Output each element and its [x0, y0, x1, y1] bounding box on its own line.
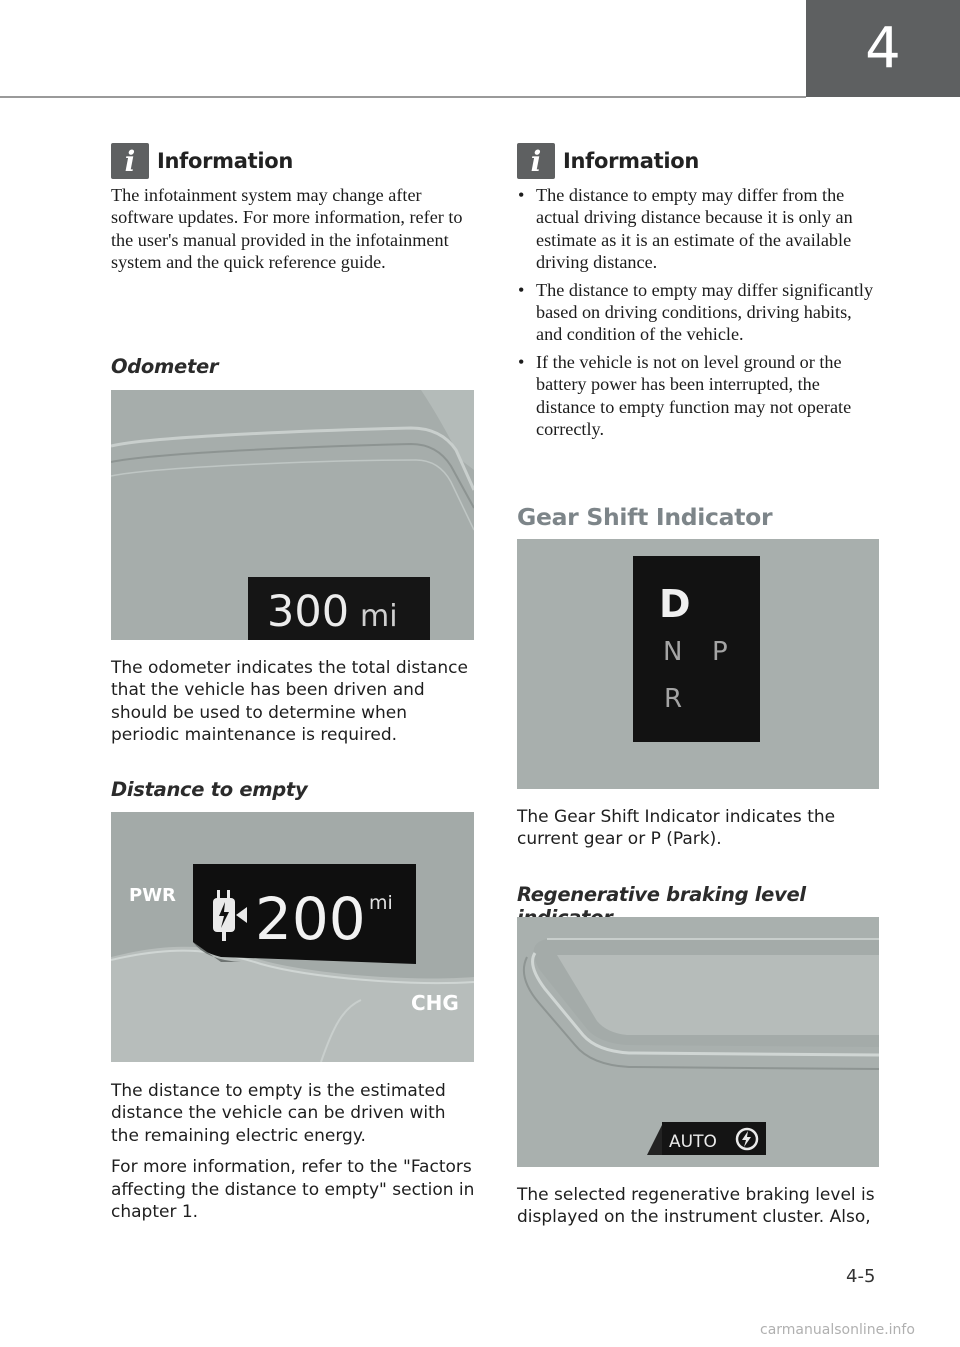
dte-figure [111, 812, 474, 1062]
dte-paragraph-2: For more information, refer to the "Factors affecting the distance to empty" section in chapter 1. [111, 1157, 475, 1223]
dte-unit: mi [369, 892, 393, 914]
dte-text [111, 1080, 475, 1232]
odometer-value: 300 [267, 587, 350, 637]
info-icon: i [111, 143, 149, 179]
bullet-item: • The distance to empty may differ from the actual driving distance because it is only an estimate as it is an estimate of the available driving distance. [517, 184, 881, 274]
header-rule [0, 96, 806, 98]
info-title: Information [157, 149, 294, 173]
chg-label: CHG [411, 991, 459, 1015]
pwr-label: PWR [129, 885, 176, 906]
page-number: 4-5 [846, 1266, 876, 1287]
gear-figure [517, 539, 879, 789]
odometer-text [111, 657, 475, 756]
bullet-item: • The distance to empty may differ significantly based on driving conditions, driving habits, and condition of the vehicle. [517, 279, 881, 346]
regen-text [517, 1184, 881, 1238]
watermark: carmanualsonline.info [760, 1322, 915, 1338]
gear-r: R [664, 684, 683, 714]
odometer-heading: Odometer [111, 355, 219, 378]
gear-text [517, 806, 881, 860]
regen-auto-label: AUTO [669, 1132, 717, 1152]
regen-figure [517, 917, 879, 1167]
gear-n: N [663, 637, 683, 667]
info-text-left: The infotainment system may change after software updates. For more information, refer to the user's manual provided in the infotainment system and the quick reference guide. [111, 185, 463, 273]
info-bullets-right [517, 184, 881, 445]
info-header-right [517, 143, 699, 179]
odometer-figure [111, 390, 474, 640]
info-header-left [111, 143, 293, 179]
dte-heading: Distance to empty [111, 778, 308, 801]
dte-value: 200 [255, 885, 366, 953]
chapter-tab: 4 [806, 0, 960, 97]
gear-p: P [712, 637, 728, 667]
regen-heading: Regenerative braking level [517, 883, 806, 906]
gear-d: D [659, 582, 691, 626]
gear-heading: Gear Shift Indicator [517, 503, 773, 531]
regen-paragraph: The selected regenerative braking level is displayed on the instrument cluster. Also, [517, 1185, 875, 1228]
gear-paragraph: The Gear Shift Indicator indicates the current gear or P (Park). [517, 807, 836, 850]
bullet-item: • If the vehicle is not on level ground or the battery power has been interrupted, the distance to empty function may not operate correctly. [517, 351, 881, 441]
odometer-paragraph: The odometer indicates the total distance that the vehicle has been driven and should be used to determine when periodic maintenance is required. [111, 658, 468, 746]
info-icon: i [517, 143, 555, 179]
odometer-unit: mi [360, 599, 398, 634]
info-title: Information [563, 149, 700, 173]
dte-paragraph-1: The distance to empty is the estimated distance the vehicle can be driven with the remaining electric energy. [111, 1081, 446, 1146]
